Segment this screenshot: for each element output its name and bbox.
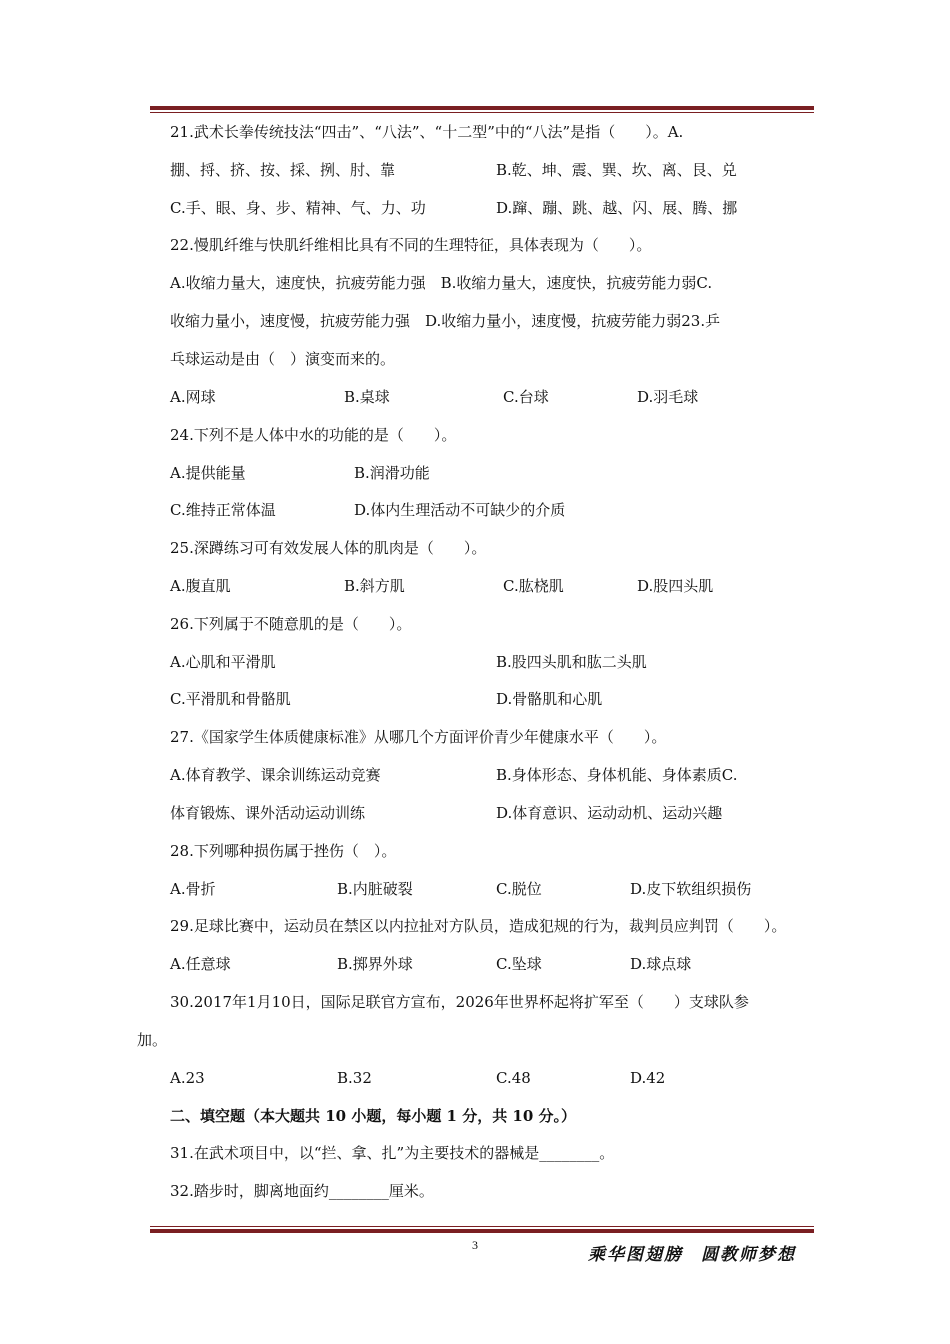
text-line: C.坠球 bbox=[496, 955, 542, 973]
text-line: A.收缩力量大，速度快，抗疲劳能力强 B.收缩力量大，速度快，抗疲劳能力弱C. bbox=[170, 274, 713, 292]
text-line: A.心肌和平滑肌 bbox=[170, 653, 276, 671]
text-line: 31.在武术项目中，以“拦、拿、扎”为主要技术的器械是________。 bbox=[170, 1144, 615, 1162]
text-line: B.身体形态、身体机能、身体素质C. bbox=[496, 766, 738, 784]
text-line: D.蹿、蹦、跳、越、闪、展、腾、挪 bbox=[496, 199, 738, 217]
text-line: B.桌球 bbox=[344, 388, 390, 406]
text-line: C.平滑肌和骨骼肌 bbox=[170, 690, 291, 708]
text-line: D.骨骼肌和心肌 bbox=[496, 690, 603, 708]
text-line: 收缩力量小，速度慢，抗疲劳能力强 D.收缩力量小，速度慢，抗疲劳能力弱23.乒 bbox=[170, 312, 721, 330]
page-number: 3 bbox=[472, 1238, 478, 1252]
text-line: 26.下列属于不随意肌的是（ ）。 bbox=[170, 615, 412, 633]
text-line: A.网球 bbox=[170, 388, 216, 406]
text-line: 掤、捋、挤、按、採、挒、肘、靠 bbox=[170, 161, 396, 179]
text-line: D.股四头肌 bbox=[637, 577, 714, 595]
text-line: C.48 bbox=[496, 1069, 531, 1087]
text-line: D.体内生理活动不可缺少的介质 bbox=[354, 501, 566, 519]
text-line: C.脱位 bbox=[496, 880, 542, 898]
text-line: 体育锻炼、课外活动运动训练 bbox=[170, 804, 366, 822]
text-line: D.球点球 bbox=[630, 955, 692, 973]
text-line: C.台球 bbox=[503, 388, 549, 406]
footer-rule bbox=[150, 1226, 814, 1233]
text-line: B.斜方肌 bbox=[344, 577, 405, 595]
text-line: D.羽毛球 bbox=[637, 388, 699, 406]
text-line: 30.2017年1月10日，国际足联官方宣布，2026年世界杯起将扩军至（ ）支球队参 bbox=[170, 993, 749, 1011]
text-line: A.23 bbox=[170, 1069, 205, 1087]
text-line: 22.慢肌纤维与快肌纤维相比具有不同的生理特征，具体表现为（ ）。 bbox=[170, 236, 652, 254]
text-line: 25.深蹲练习可有效发展人体的肌肉是（ ）。 bbox=[170, 539, 487, 557]
text-line: A.腹直肌 bbox=[170, 577, 231, 595]
text-line: 27.《国家学生体质健康标准》从哪几个方面评价青少年健康水平（ ）。 bbox=[170, 728, 667, 746]
text-line: B.32 bbox=[337, 1069, 372, 1087]
text-line: A.骨折 bbox=[170, 880, 216, 898]
text-line: A.提供能量 bbox=[170, 464, 246, 482]
text-line: 28.下列哪种损伤属于挫伤（ ）。 bbox=[170, 842, 397, 860]
text-line: 21.武术长拳传统技法“四击”、“八法”、“十二型”中的“八法”是指（ ）。A. bbox=[170, 123, 684, 141]
text-line: D.体育意识、运动动机、运动兴趣 bbox=[496, 804, 723, 822]
text-line: 二、填空题（本大题共 10 小题，每小题 1 分，共 10 分。） bbox=[170, 1107, 577, 1125]
text-line: B.股四头肌和肱二头肌 bbox=[496, 653, 647, 671]
footer-slogan bbox=[588, 1240, 796, 1265]
text-line: 29.足球比赛中，运动员在禁区以内拉扯对方队员，造成犯规的行为，裁判员应判罚（ ）。 bbox=[170, 917, 787, 935]
slogan-left: 乘华图翅膀 bbox=[588, 1245, 683, 1265]
text-line: 加。 bbox=[137, 1031, 168, 1049]
text-line: B.润滑功能 bbox=[354, 464, 430, 482]
text-line: C.维持正常体温 bbox=[170, 501, 276, 519]
text-line: D.皮下软组织损伤 bbox=[630, 880, 752, 898]
text-line: 24.下列不是人体中水的功能的是（ ）。 bbox=[170, 426, 457, 444]
text-line: B.内脏破裂 bbox=[337, 880, 413, 898]
text-line: 乓球运动是由（ ）演变而来的。 bbox=[170, 350, 396, 368]
slogan-right: 圆教师梦想 bbox=[701, 1245, 796, 1265]
header-rule bbox=[150, 106, 814, 113]
text-line: B.掷界外球 bbox=[337, 955, 413, 973]
text-line: A.体育教学、课余训练运动竞赛 bbox=[170, 766, 381, 784]
text-line: B.乾、坤、震、巽、坎、离、艮、兑 bbox=[496, 161, 737, 179]
text-line: 32.踏步时，脚离地面约________厘米。 bbox=[170, 1182, 434, 1200]
text-line: C.肱桡肌 bbox=[503, 577, 564, 595]
text-line: C.手、眼、身、步、精神、气、力、功 bbox=[170, 199, 426, 217]
text-line: A.任意球 bbox=[170, 955, 231, 973]
text-line: D.42 bbox=[630, 1069, 666, 1087]
